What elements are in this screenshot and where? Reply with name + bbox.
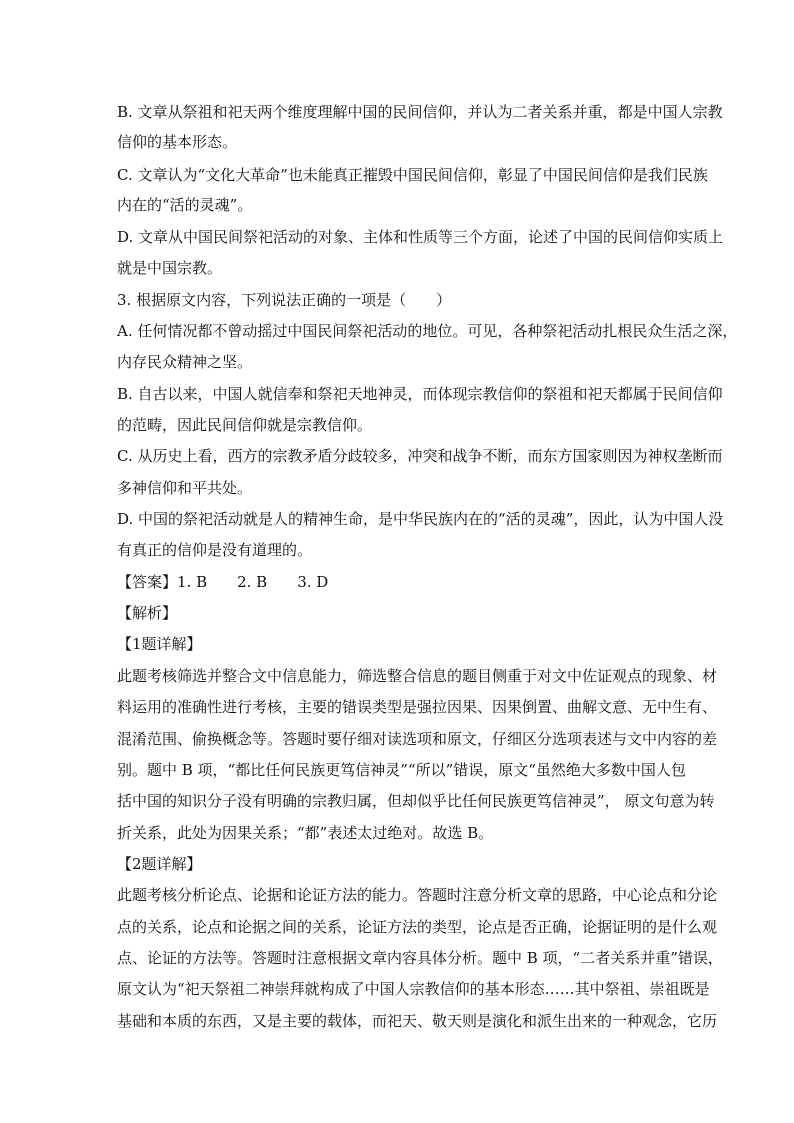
q1-detail-line-4: 别。题中 B 项，“都比任何民族更笃信神灵”“所以”错误，原文“虽然绝大多数中国人包: [117, 761, 686, 779]
question-3-stem: 3. 根据原文内容，下列说法正确的一项是（ ）: [117, 291, 452, 309]
analysis-heading: 【解析】: [117, 604, 178, 622]
q3-option-d-line-1: D. 中国的祭祀活动就是人的精神生命，是中华民族内在的“活的灵魂”，因此，认为中国人没: [117, 510, 724, 528]
q1-detail-line-3: 混淆范围、偷换概念等。答题时要仔细对读选项和原文，仔细区分选项表述与文中内容的差: [117, 730, 718, 748]
q1-detail-line-2: 料运用的准确性进行考核，主要的错误类型是强拉因果、因果倒置、曲解文意、无中生有、: [117, 698, 718, 716]
q3-option-c-line-2: 多神信仰和平共处。: [117, 479, 253, 497]
q2-detail-line-2: 点的关系，论点和论据之间的关系，论证方法的类型，论点是否正确，论据证明的是什么观: [117, 918, 718, 936]
q3-option-a-line-2: 内存民众精神之坚。: [117, 353, 253, 371]
q2-detail-line-5: 基础和本质的东西，又是主要的载体，而祀天、敬天则是演化和派生出来的一种观念，它历: [117, 1012, 718, 1030]
q2-detail-heading: 【2题详解】: [117, 855, 202, 873]
option-d-line-1: D. 文章从中国民间祭祀活动的对象、主体和性质等三个方面，论述了中国的民间信仰实质上: [117, 228, 724, 246]
q3-option-c-line-1: C. 从历史上看，西方的宗教矛盾分歧较多，冲突和战争不断，而东方国家则因为神权垄断而: [117, 447, 723, 465]
q3-option-d-line-2: 有真正的信仰是没有道理的。: [117, 541, 313, 559]
q1-detail-heading: 【1题详解】: [117, 635, 202, 653]
q2-detail-line-4: 原文认为“祀天祭祖二神崇拜就构成了中国人宗教信仰的基本形态……其中祭祖、崇祖既是: [117, 980, 710, 998]
q2-detail-line-1: 此题考核分析论点、论据和论证方法的能力。答题时注意分析文章的思路，中心论点和分论: [117, 886, 718, 904]
option-b-line-1: B. 文章从祭祖和祀天两个维度理解中国的民间信仰，并认为二者关系并重，都是中国人宗教: [117, 103, 723, 121]
q1-detail-line-5: 括中国的知识分子没有明确的宗教归属，但却似乎比任何民族更笃信神灵”， 原文句意为转: [117, 792, 715, 810]
q1-detail-line-1: 此题考核筛选并整合文中信息能力，筛选整合信息的题目侧重于对文中佐证观点的现象、材: [117, 667, 718, 685]
option-d-line-2: 就是中国宗教。: [117, 259, 223, 277]
option-c-line-2: 内在的“活的灵魂”。: [117, 196, 253, 214]
q2-detail-line-3: 点、论证的方法等。答题时注意根据文章内容具体分析。题中 B 项，“二者关系并重”错误，: [117, 949, 723, 967]
option-c-line-1: C. 文章认为“文化大革命”也未能真正摧毁中国民间信仰，彰显了中国民间信仰是我们民族: [117, 166, 708, 184]
q3-option-a-line-1: A. 任何情况都不曾动摇过中国民间祭祀活动的地位。可见，各种祭祀活动扎根民众生活之深，: [117, 322, 738, 340]
q3-option-b-line-1: B. 自古以来，中国人就信奉和祭祀天地神灵，而体现宗教信仰的祭祖和祀天都属于民间信仰: [117, 385, 723, 403]
q1-detail-line-6: 折关系，此处为因果关系；“都”表述太过绝对。故选 B。: [117, 824, 494, 842]
option-b-line-2: 信仰的基本形态。: [117, 133, 238, 151]
answer-line: 【答案】1. B 2. B 3. D: [117, 573, 329, 591]
q3-option-b-line-2: 的范畴，因此民间信仰就是宗教信仰。: [117, 416, 373, 434]
